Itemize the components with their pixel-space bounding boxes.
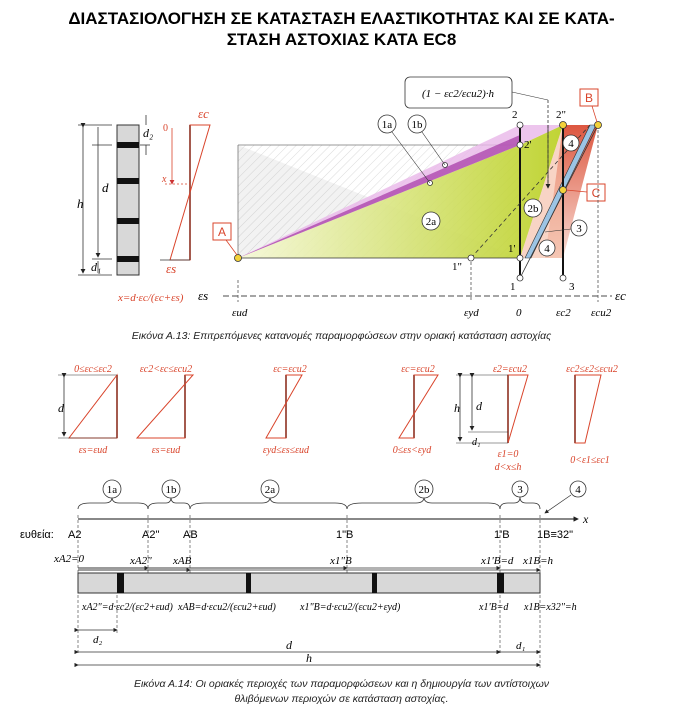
x-top-labels (53, 553, 554, 570)
distribution-5 (454, 364, 528, 473)
region-4-label-top: 4 (568, 138, 574, 150)
x-axis-label: x (583, 512, 589, 526)
line-2p-label: 2' (524, 139, 532, 151)
figure-a14-caption-line2: θλιβόμενων περιοχών σε κατάσταση αστοχίας. (234, 693, 449, 705)
formula-xA2pp: xA2"=d·εc2/(εc2+εud) (82, 602, 173, 613)
line-point-1B: 1B≡32" (537, 529, 574, 541)
distribution-6 (566, 364, 618, 466)
dist5-bottom: ε1=0 (497, 449, 519, 460)
region-1b-tag: 1b (165, 484, 177, 496)
region-4-tag: 4 (575, 484, 581, 496)
dim-h-label-top: h (454, 401, 460, 415)
dist3-bottom: εyd≤εs≤εud (262, 445, 310, 456)
tick-eud: εud (232, 307, 248, 319)
tick-eyd: εyd (464, 307, 479, 319)
region-4-badge-bottom (539, 240, 555, 256)
dist2-bottom: εs=εud (151, 445, 181, 456)
dist1-bottom: εs=εud (78, 445, 108, 456)
tick-ecu2: εcu2 (591, 307, 612, 319)
strain-zero-label: 0 (163, 123, 168, 134)
xtop-1B: x1B=h (523, 555, 554, 567)
dist5-extra: d<x≤h (494, 462, 522, 473)
strain-domains (213, 77, 605, 293)
region-3-label: 3 (576, 223, 582, 235)
title-line-1: ΔΙΑΣΤΑΣΙΟΛΟΓΗΣΗ ΣΕ ΚΑΤΑΣΤΑΣΗ ΕΛΑΣΤΙΚΟΤΗΤΑΣ ΚΑΙ ΣΕ ΚΑΤΑ- (68, 9, 615, 28)
line-2pp-label: 2" (556, 109, 566, 121)
region-2b-label: 2b (527, 203, 539, 215)
formula-x1B: x1B=x32"=h (524, 602, 577, 613)
line-prefix: ευθεία: (20, 529, 54, 541)
axis-es-label: εs (198, 288, 209, 303)
line-1p-label: 1' (508, 243, 516, 255)
bottom-h-label: h (306, 651, 312, 665)
region-2a-tag: 2a (264, 484, 276, 496)
region-4-badge-top (563, 135, 579, 151)
region-4-label-bottom: 4 (544, 243, 550, 255)
title-line-2: ΣΤΑΣΗ ΑΣΤΟΧΙΑΣ ΚΑΤΑ EC8 (226, 30, 457, 49)
region-3-tag: 3 (517, 484, 523, 496)
dist4-top: εc=εcu2 (401, 364, 435, 375)
xtop-1ppB: x1"B (330, 555, 352, 567)
distribution-2 (137, 364, 193, 456)
dist3-top: εc=εcu2 (273, 364, 307, 375)
formula-xAB: xAB=d·εcu2/(εcu2+εud) (178, 602, 276, 613)
formula-box (405, 77, 548, 108)
point-B-box (580, 89, 598, 122)
bottom-d-label: d (286, 638, 292, 652)
region-1b-label: 1b (411, 119, 423, 131)
region-braces (78, 480, 586, 513)
tick-ec2: εc2 (556, 307, 571, 319)
section-d2-label: d₂ (143, 126, 154, 140)
beam-section (78, 573, 540, 593)
point-C-label: C (591, 186, 601, 200)
point-B-label: B (584, 91, 594, 105)
dim-d-label-top: d (476, 399, 482, 413)
section-d1-label: d₁ (91, 260, 102, 274)
axis-ec-label: εc (615, 288, 626, 303)
xtop-A2: xA2=0 (54, 553, 85, 565)
point-A-label: A (217, 225, 227, 239)
line-point-1pB: 1'B (494, 529, 510, 541)
strain-ec-label: εc (198, 106, 209, 121)
region-2a-label: 2a (425, 216, 437, 228)
line-point-AB: AB (183, 529, 198, 541)
line-1-label: 1 (510, 281, 516, 293)
distribution-3 (263, 364, 310, 456)
line-point-1ppB: 1"B (336, 529, 354, 541)
dist5-top: ε2=εcu2 (492, 364, 528, 375)
figure-a14-caption-line1: Εικόνα Α.14: Οι οριακές περιοχές των παραμορφώσεων και η δημιουργία των αντίστοιχων (133, 678, 550, 690)
line-point-A2pp: A2" (142, 529, 160, 541)
dist6-top: εc2≤ε2≤εcu2 (566, 364, 618, 375)
xtop-AB: xAB (173, 555, 192, 567)
figure-a14 (20, 364, 618, 668)
region-1a-tag: 1a (106, 484, 118, 496)
dim-d1-label-top: d₁ (472, 437, 481, 448)
figure-a13-caption: Εικόνα Α.13: Επιτρεπόμενες κατανομές παραμορφώσεων στην οριακή κατάσταση αστοχίας (131, 330, 552, 342)
formula-x1pB: x1'B=d (479, 602, 509, 613)
line-2-label: 2 (512, 109, 518, 121)
bottom-d1-label: d₁ (516, 640, 526, 652)
region-2a-badge (422, 212, 440, 230)
line-1pp-label: 1" (452, 261, 462, 273)
x-formulas (81, 602, 577, 613)
formula-box-text: (1 − εc2/εcu2)·h (422, 88, 494, 100)
distribution-1 (58, 364, 117, 456)
dist1-top: 0≤εc≤εc2 (74, 364, 112, 375)
tick-zero: 0 (516, 307, 522, 319)
line-point-A2: A2 (68, 529, 82, 541)
xtop-1pB: x1'B=d (481, 555, 514, 567)
dist4-bottom: 0≤εs<εyd (392, 445, 432, 456)
section-d-label: d (102, 180, 109, 195)
dist2-top: εc2<εc≤εcu2 (139, 364, 193, 375)
dist6-bottom: 0<ε1≤εc1 (570, 455, 610, 466)
strain-es-label: εs (166, 261, 177, 276)
formula-x1ppB: x1"B=d·εcu2/(εcu2+εyd) (300, 602, 401, 613)
region-2b-tag: 2b (418, 484, 430, 496)
region-2b-badge (524, 199, 542, 217)
distribution-4 (393, 364, 438, 456)
formula-x: x=d·εc/(εc+εs) (118, 292, 184, 304)
strain-x-label: x (162, 174, 167, 185)
bottom-d2-label: d₂ (93, 634, 103, 646)
cross-section (77, 115, 153, 275)
section-h-label: h (77, 196, 84, 211)
region-1a-label: 1a (381, 119, 393, 131)
point-A-box (213, 223, 237, 255)
figure-a13 (77, 77, 626, 319)
xtop-A2pp: xA2" (130, 555, 152, 567)
line-3-label: 3 (569, 281, 575, 293)
dim-d-label: d (58, 401, 64, 415)
